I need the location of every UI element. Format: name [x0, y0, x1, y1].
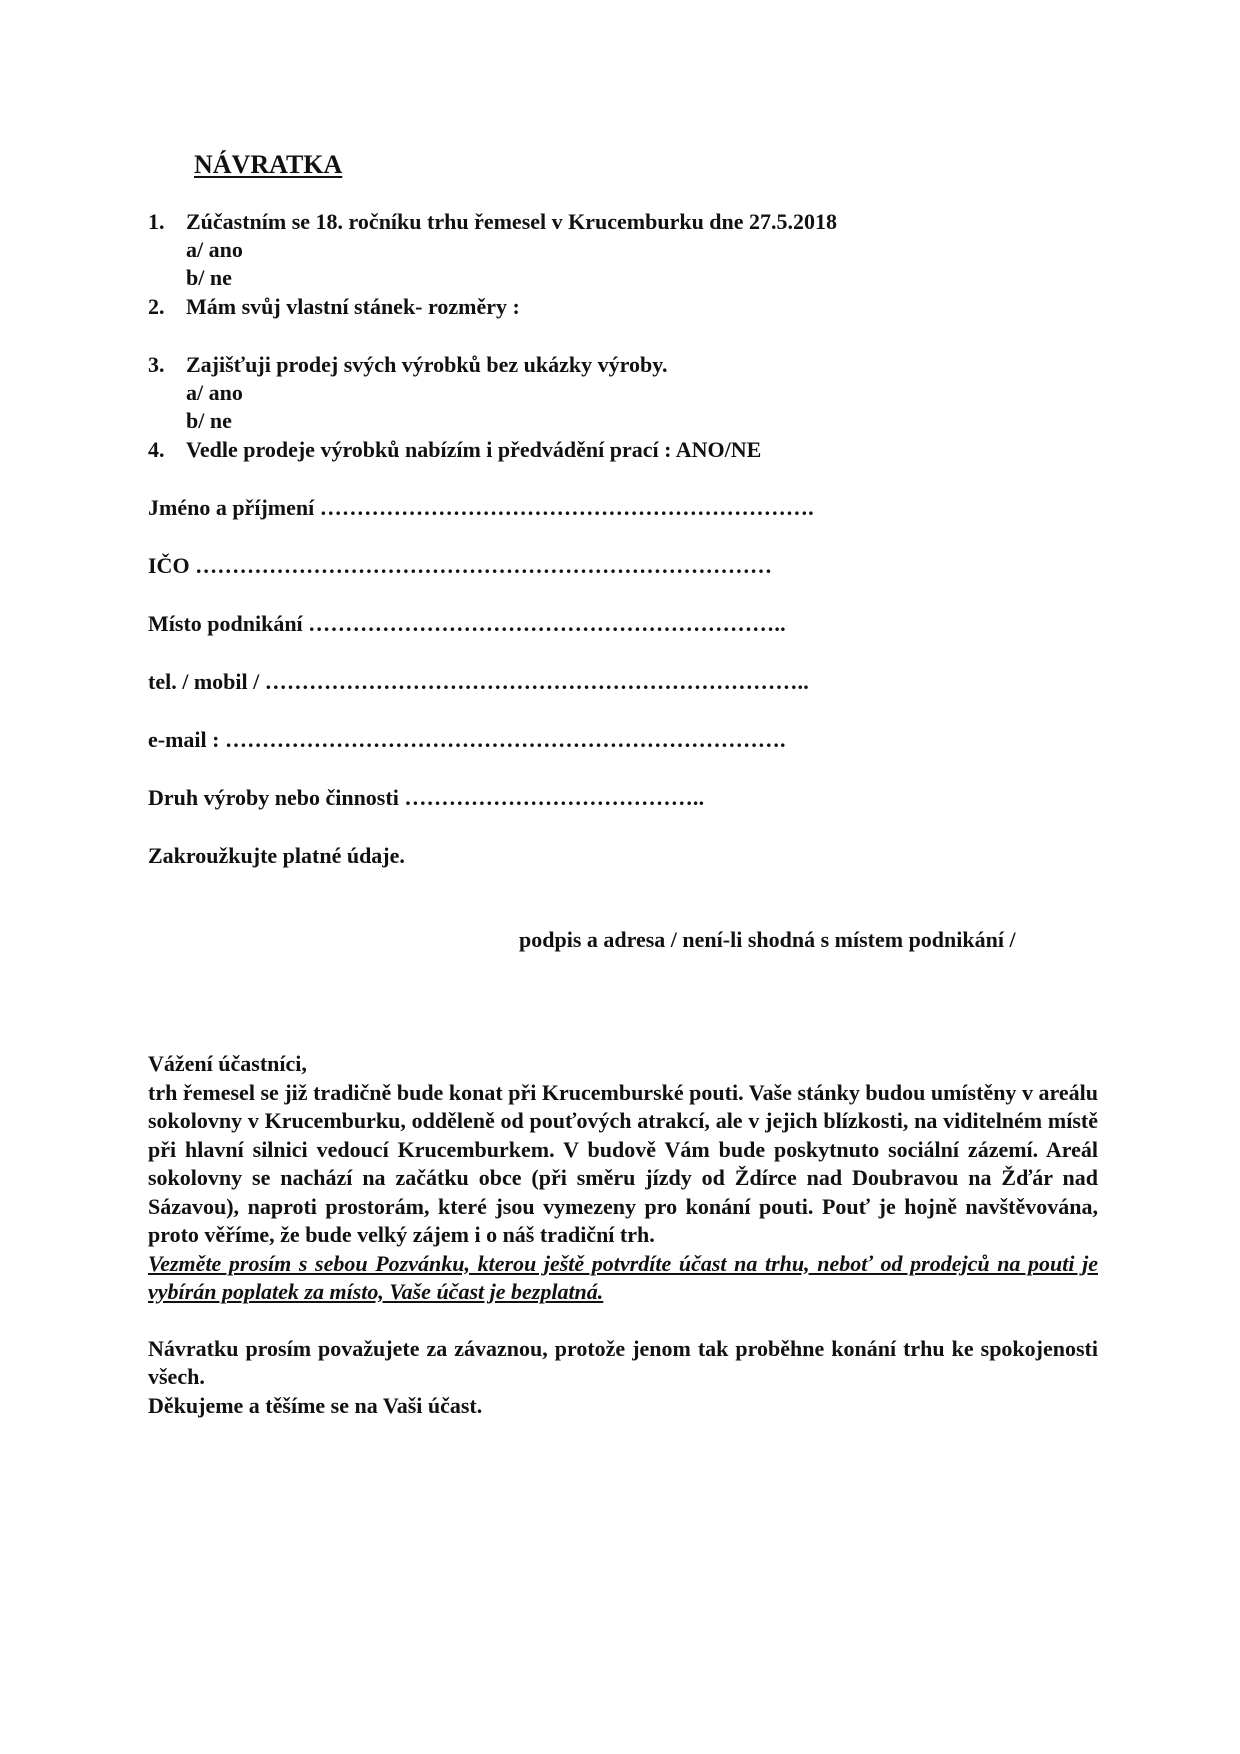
- phone-field[interactable]: [148, 668, 809, 696]
- question-text: Mám svůj vlastní stánek- rozměry :: [186, 294, 520, 319]
- question-number: 2.: [148, 294, 165, 319]
- letter-body: trh řemesel se již tradičně bude konat při Krucemburské pouti. Vaše stánky budou umístěny v areálu sokolovny v Krucemburku, odděleně od pouťových atrakcí, ale v jejich blízkosti, na viditelném místě při hlavní silnici vedoucí Krucemburkem. V budově Vám bude poskytnuto sociální zázemí. Areál sokolovny se nachází na začátku obce (při směru jízdy od Ždírce nad Doubravou na Žďár nad Sázavou), naproti prostorám, které jsou vymezeny pro konání pouti. Pouť je hojně navštěvována, proto věříme, že bude velký zájem i o náš tradiční trh.: [148, 1079, 1098, 1247]
- option-a[interactable]: a/ ano: [186, 380, 243, 405]
- field-label: tel. / mobil /: [148, 669, 265, 694]
- email-field[interactable]: [148, 726, 786, 754]
- field-label: Druh výroby nebo činnosti: [148, 785, 405, 810]
- field-label: IČO: [148, 553, 196, 578]
- field-label: e-mail :: [148, 727, 225, 752]
- fill-in-line[interactable]: ………………………………………………………..: [308, 611, 786, 636]
- question-number: 4.: [148, 437, 165, 462]
- letter: [148, 1050, 1098, 1420]
- fill-in-line[interactable]: ………………………………………………………………….: [224, 727, 786, 752]
- question-text: Zúčastním se 18. ročníku trhu řemesel v Krucemburku dne 27.5.2018: [186, 209, 838, 234]
- option-b[interactable]: b/ ne: [186, 265, 232, 290]
- instruction-text: Zakroužkujte platné údaje.: [148, 843, 405, 868]
- letter-notice: Vezměte prosím s sebou Pozvánku, kterou ještě potvrdíte účast na trhu, neboť od prodejců na pouti je vybírán poplatek za místo, Vaše účast je bezplatná.: [148, 1250, 1098, 1304]
- letter-salutation: Vážení účastníci,: [148, 1051, 307, 1076]
- option-b[interactable]: b/ ne: [186, 408, 232, 433]
- question-number: 3.: [148, 352, 165, 377]
- fill-in-line[interactable]: ………………………………………………………………..: [264, 669, 809, 694]
- field-label: Jméno a příjmení: [148, 495, 320, 520]
- fill-in-line[interactable]: ……………………………………………………………………: [195, 553, 773, 578]
- option-a[interactable]: a/ ano: [186, 237, 243, 262]
- question-text: Vedle prodeje výrobků nabízím i předvádění prací : ANO/NE: [186, 437, 762, 462]
- signature-label: podpis a adresa / není-li shodná s místem podnikání /: [519, 927, 1016, 952]
- paragraph-gap: [148, 1307, 1098, 1335]
- production-type-field[interactable]: [148, 784, 704, 812]
- letter-thanks: Děkujeme a těšíme se na Vaši účast.: [148, 1392, 483, 1418]
- name-field[interactable]: [148, 494, 814, 522]
- question-text: Zajišťuji prodej svých výrobků bez ukázky výroby.: [186, 352, 668, 377]
- field-label: Místo podnikání: [148, 611, 309, 636]
- document-title: NÁVRATKA: [194, 150, 343, 179]
- business-location-field[interactable]: [148, 610, 786, 638]
- ico-field[interactable]: [148, 552, 772, 580]
- fill-in-line[interactable]: ………………………………………………………….: [319, 495, 814, 520]
- letter-closing: Návratku prosím považujete za závaznou, protože jenom tak proběhne konání trhu ke spokojenosti všech.: [148, 1335, 1098, 1389]
- fill-in-line[interactable]: …………………………………..: [404, 785, 705, 810]
- question-number: 1.: [148, 209, 165, 234]
